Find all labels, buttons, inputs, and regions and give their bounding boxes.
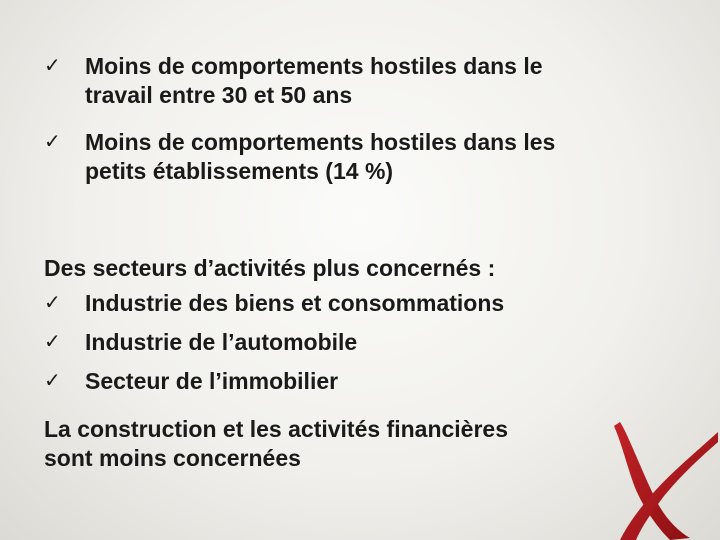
closing-line-2: sont moins concernées [44, 445, 301, 471]
sector-item [44, 289, 504, 318]
bullet-item [44, 128, 555, 186]
sectors-heading: Des secteurs d’activités plus concernés : [44, 255, 496, 281]
x-logo-icon [590, 412, 720, 540]
sector-text: Secteur de l’immobilier [85, 368, 339, 394]
bullet-item [44, 52, 543, 110]
sector-text: Industrie de l’automobile [85, 329, 358, 355]
closing-line-1: La construction et les activités financières [44, 416, 508, 442]
sector-item [44, 367, 338, 396]
sector-text: Industrie des biens et consommations [85, 290, 505, 316]
check-icon: ✓ [44, 131, 61, 153]
check-icon: ✓ [44, 370, 61, 392]
bullet-text: Moins de comportements hostiles dans les petits établissements (14 %) [85, 129, 556, 184]
check-icon: ✓ [44, 55, 61, 77]
bullet-text: Moins de comportements hostiles dans le travail entre 30 et 50 ans [85, 53, 543, 108]
sector-item [44, 328, 357, 357]
check-icon: ✓ [44, 331, 61, 353]
check-icon: ✓ [44, 292, 61, 314]
